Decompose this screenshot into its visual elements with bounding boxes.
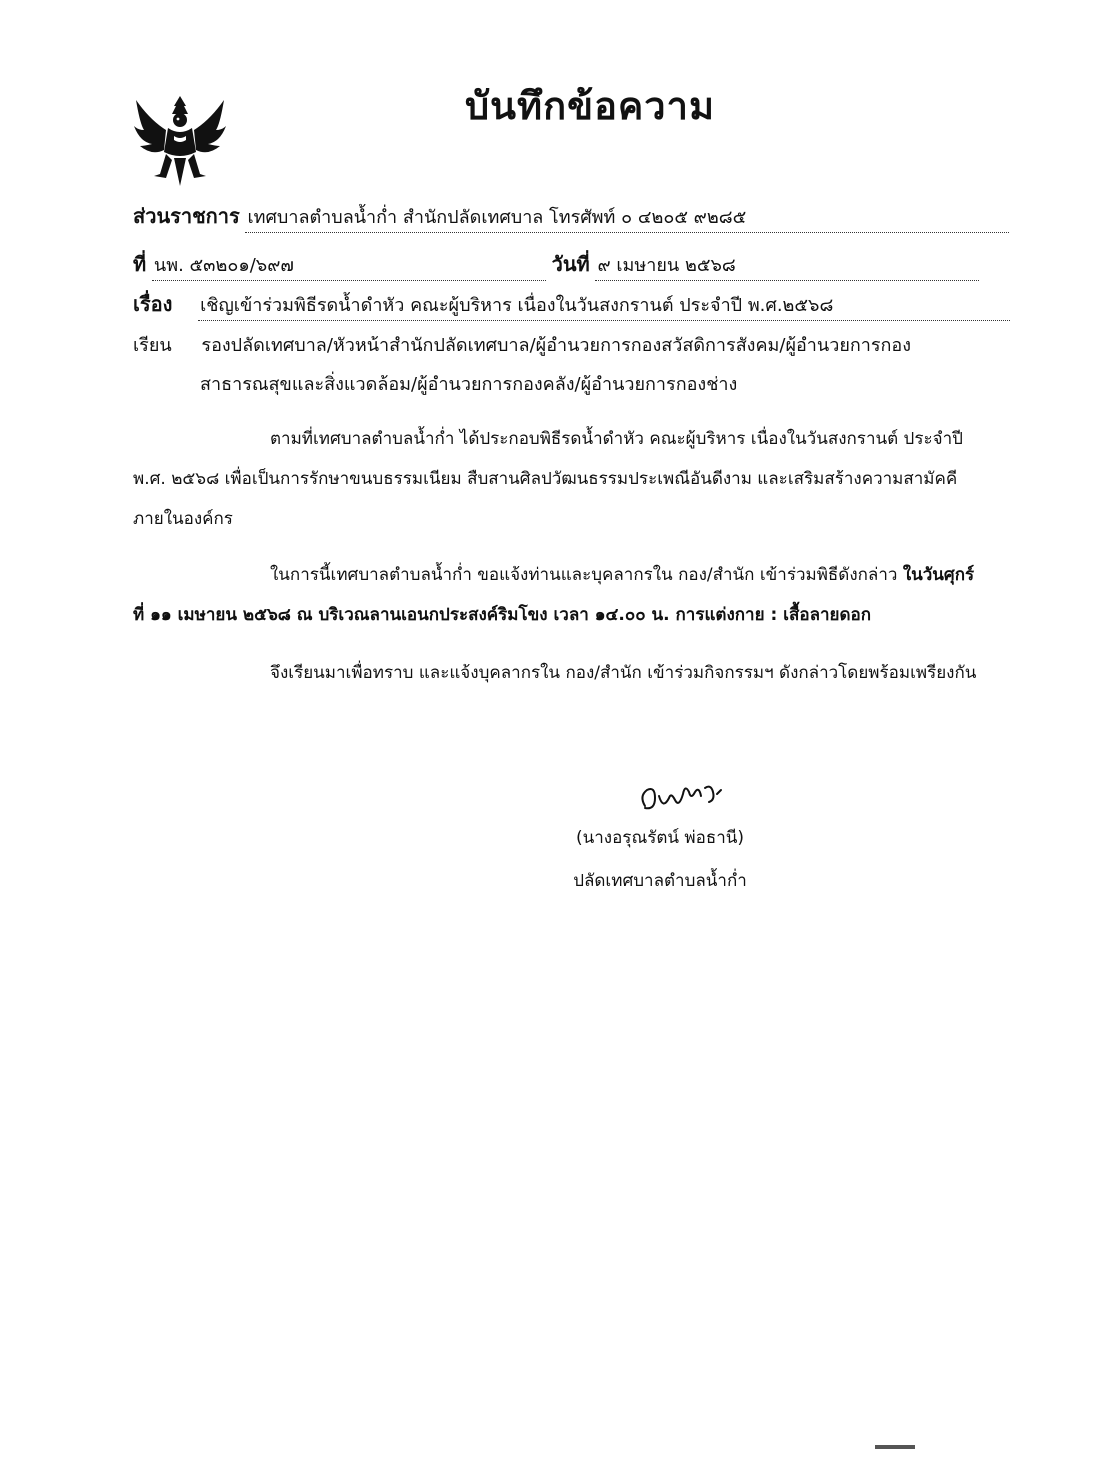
subject-value: เชิญเข้าร่วมพิธีรดน้ำดำหัว คณะผู้บริหาร เนื่องในวันสงกรานต์ ประจำปี พ.ศ.๒๕๖๘ bbox=[198, 290, 1010, 321]
recipient-label: เรียน bbox=[133, 335, 172, 356]
paragraph-1-line-1: ตามที่เทศบาลตำบลน้ำก่ำ ได้ประกอบพิธีรดน้ำดำหัว คณะผู้บริหาร เนื่องในวันสงกรานต์ ประจำปี bbox=[270, 429, 963, 449]
scan-edge-mark bbox=[875, 1445, 915, 1449]
paragraph-1-line-3: ภายในองค์กร bbox=[133, 509, 233, 529]
date-label: วันที่ bbox=[551, 252, 590, 276]
signature-block bbox=[540, 770, 780, 894]
subject-row bbox=[133, 288, 1010, 321]
paragraph-2-bold-text: ในวันศุกร์ bbox=[902, 565, 975, 585]
signatory-position: ปลัดเทศบาลตำบลน้ำก่ำ bbox=[573, 871, 747, 891]
handwritten-signature bbox=[575, 770, 745, 820]
department-label: ส่วนราชการ bbox=[133, 204, 240, 228]
paragraph-3-line-1: จึงเรียนมาเพื่อทราบ และแจ้งบุคลากรใน กอง/สำนัก เข้าร่วมกิจกรรมฯ ดังกล่าวโดยพร้อมเพรียงกัน bbox=[270, 663, 977, 683]
paragraph-1-line-2: พ.ศ. ๒๕๖๘ เพื่อเป็นการรักษาขนบธรรมเนียม สืบสานศิลปวัฒนธรรมประเพณีอันดีงาม และเสริมสร้างความสามัคคี bbox=[133, 469, 958, 489]
recipient-line-1: รองปลัดเทศบาล/หัวหน้าสำนักปลัดเทศบาล/ผู้อำนวยการกองสวัสดิการสังคม/ผู้อำนวยการกอง bbox=[201, 335, 912, 356]
signatory-name: (นางอรุณรัตน์ พ่อธานี) bbox=[576, 828, 744, 848]
recipient-row bbox=[133, 330, 911, 359]
paragraph-2-line-2: ที่ ๑๑ เมษายน ๒๕๖๘ ณ บริเวณลานเอนกประสงค์ริมโขง เวลา ๑๔.๐๐ น. การแต่งกาย : เสื้อลายดอก bbox=[133, 605, 872, 625]
memo-title: บันทึกข้อความ bbox=[464, 84, 716, 128]
date-value: ๙ เมษายน ๒๕๖๘ bbox=[595, 250, 979, 281]
reference-label: ที่ bbox=[133, 252, 147, 276]
department-row bbox=[133, 200, 1009, 233]
paragraph-2-line-1 bbox=[270, 566, 974, 584]
reference-value: นพ. ๕๓๒๐๑/๖๙๗ bbox=[152, 250, 546, 281]
garuda-emblem-icon bbox=[130, 90, 230, 190]
subject-label: เรื่อง bbox=[133, 292, 173, 316]
paragraph-2-text: ในการนี้เทศบาลตำบลน้ำก่ำ ขอแจ้งท่านและบุคลากรใน กอง/สำนัก เข้าร่วมพิธีดังกล่าว bbox=[270, 565, 903, 585]
reference-row bbox=[133, 248, 979, 281]
department-value: เทศบาลตำบลน้ำก่ำ สำนักปลัดเทศบาล โทรศัพท์ ๐ ๔๒๐๕ ๙๒๘๕ bbox=[245, 202, 1009, 233]
recipient-line-2: สาธารณสุขและสิ่งแวดล้อม/ผู้อำนวยการกองคลัง/ผู้อำนวยการกองช่าง bbox=[200, 374, 738, 395]
